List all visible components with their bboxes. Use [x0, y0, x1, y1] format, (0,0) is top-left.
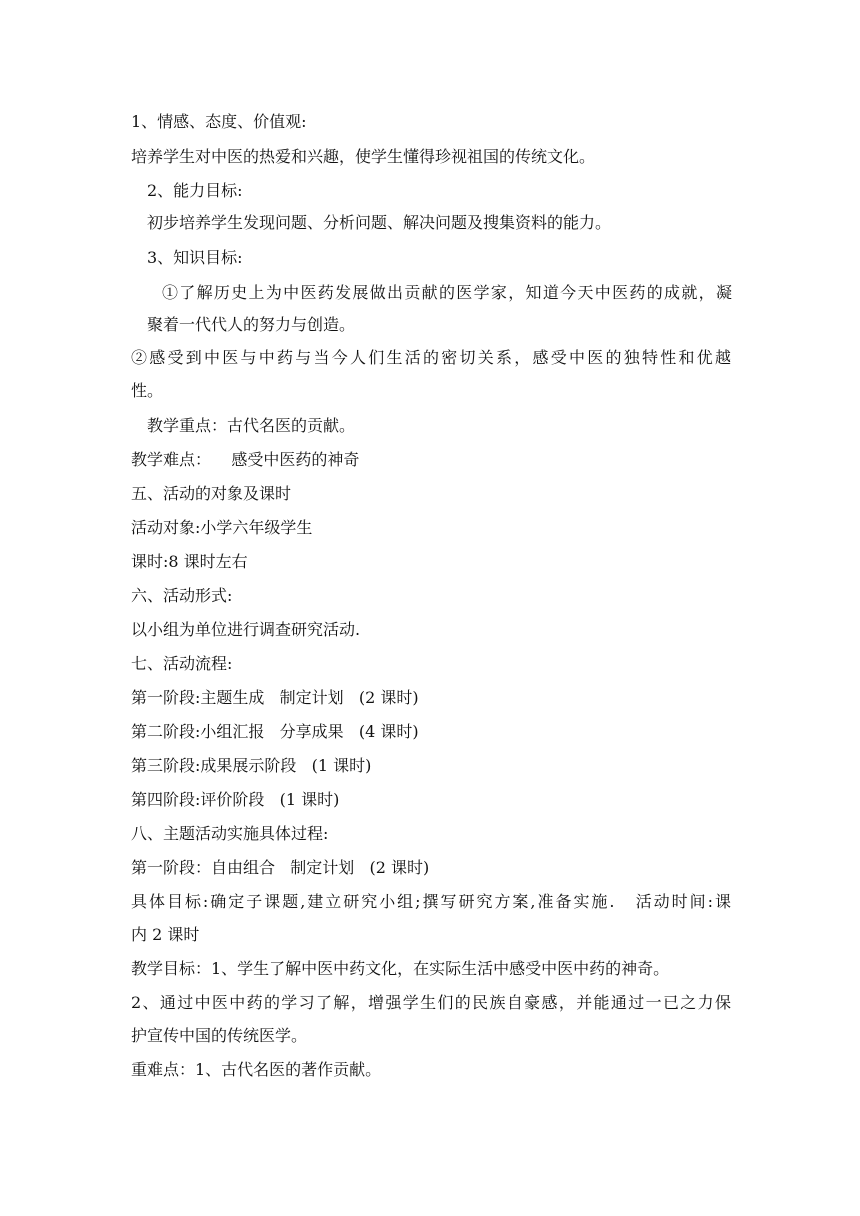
text-line: 2、能力目标:	[147, 181, 243, 200]
text-line: 教学重点：古代名医的贡献。	[147, 416, 356, 435]
text-line: 内 2 课时	[131, 925, 200, 944]
section-heading: 六、活动形式:	[131, 586, 233, 605]
text-line: 教学难点： 感受中医药的神奇	[131, 450, 360, 469]
text-line: ①了解历史上为中医药发展做出贡献的医学家，知道今天中医药的成就，凝	[162, 283, 732, 302]
text-line: 课时:8 课时左右	[131, 552, 248, 571]
section-heading: 五、活动的对象及课时	[131, 484, 292, 503]
text-line: 具体目标:确定子课题,建立研究小组;撰写研究方案,准备实施. 活动时间:课	[131, 892, 731, 911]
text-line: 2、通过中医中药的学习了解，增强学生们的民族自豪感，并能通过一已之力保	[131, 993, 731, 1012]
text-line: 教学目标：1、学生了解中医中药文化，在实际生活中感受中医中药的神奇。	[131, 959, 670, 978]
text-line: 性。	[131, 381, 164, 400]
text-line: 第一阶段:主题生成 制定计划 (2 课时)	[131, 688, 419, 707]
text-line: 1、情感、态度、价值观:	[131, 112, 307, 131]
text-line: 以小组为单位进行调查研究活动.	[131, 620, 361, 639]
text-line: 第二阶段:小组汇报 分享成果 (4 课时)	[131, 722, 419, 741]
section-heading: 七、活动流程:	[131, 654, 233, 673]
text-line: 3、知识目标:	[147, 248, 243, 267]
text-line: 培养学生对中医的热爱和兴趣，使学生懂得珍视祖国的传统文化。	[131, 147, 596, 166]
section-heading: 八、主题活动实施具体过程:	[131, 824, 329, 843]
text-line: 第一阶段：自由组合 制定计划 (2 课时)	[131, 858, 430, 877]
text-line: 第四阶段:评价阶段 (1 课时)	[131, 790, 340, 809]
text-line: 重难点：1、古代名医的著作贡献。	[131, 1060, 382, 1079]
text-line: 第三阶段:成果展示阶段 (1 课时)	[131, 756, 372, 775]
text-line: 活动对象:小学六年级学生	[131, 518, 313, 537]
text-line: 护宣传中国的传统医学。	[131, 1026, 308, 1045]
text-line: ②感受到中医与中药与当今人们生活的密切关系，感受中医的独特性和优越	[131, 348, 731, 367]
text-line: 聚着一代代人的努力与创造。	[147, 315, 356, 334]
text-line: 初步培养学生发现问题、分析问题、解决问题及搜集资料的能力。	[147, 213, 612, 232]
